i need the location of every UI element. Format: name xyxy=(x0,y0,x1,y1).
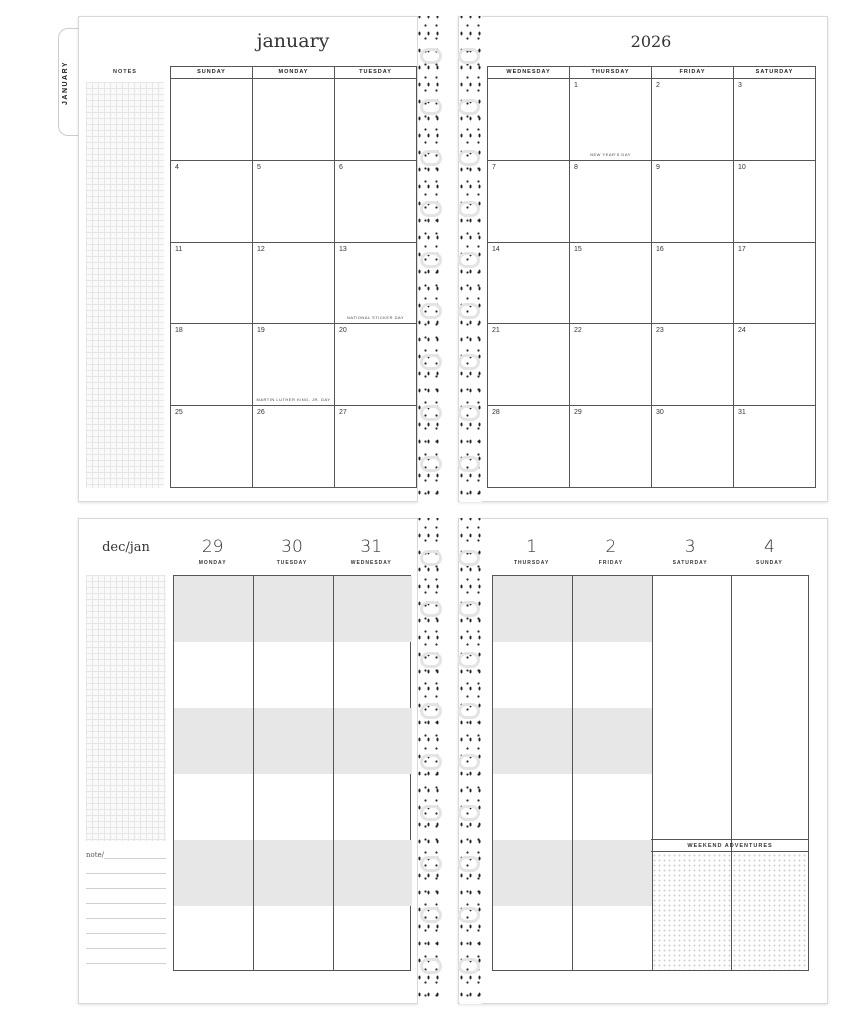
calendar-date-number: 7 xyxy=(492,163,496,171)
calendar-day-header: THURSDAY xyxy=(569,67,651,78)
calendar-day-cell[interactable] xyxy=(651,406,733,487)
disc-ring-right xyxy=(458,456,480,472)
disc-ring-right xyxy=(458,958,480,974)
calendar-day-cell[interactable] xyxy=(171,79,252,160)
calendar-day-cell[interactable] xyxy=(651,324,733,405)
disc-ring-left xyxy=(420,601,442,617)
calendar-day-cell[interactable] xyxy=(569,406,651,487)
day-column-divider xyxy=(572,576,573,970)
note-line[interactable] xyxy=(86,918,166,919)
calendar-week-row xyxy=(488,161,815,243)
calendar-day-cell[interactable] xyxy=(488,79,569,160)
calendar-day-header: SUNDAY xyxy=(197,69,226,75)
calendar-day-header: TUESDAY xyxy=(334,67,416,78)
calendar-day-cell[interactable] xyxy=(171,161,252,242)
note-label: note/ xyxy=(86,851,105,859)
calendar-day-header: MONDAY xyxy=(252,67,334,78)
calendar-date-number: 3 xyxy=(738,82,742,89)
day-number: 31 xyxy=(360,537,383,557)
calendar-week-row xyxy=(171,406,416,487)
calendar-date-number: 30 xyxy=(656,409,664,417)
day-number: 4 xyxy=(763,537,775,557)
note-line[interactable] xyxy=(86,963,166,964)
disc-ring-left xyxy=(420,405,442,421)
calendar-date-number: 11 xyxy=(175,245,183,253)
day-name: WEDNESDAY xyxy=(350,560,392,566)
calendar-date-number: 20 xyxy=(339,327,347,335)
year-title: 2026 xyxy=(630,32,672,51)
day-column-divider xyxy=(253,576,254,970)
month-calendar-right xyxy=(487,66,816,488)
calendar-day-cell[interactable] xyxy=(569,161,651,242)
calendar-date-number: 26 xyxy=(257,409,265,417)
calendar-date-number: 21 xyxy=(492,327,500,335)
shaded-band xyxy=(174,840,412,906)
disc-ring-left xyxy=(420,907,442,923)
notes-grid[interactable] xyxy=(86,82,164,488)
calendar-day-cell[interactable] xyxy=(252,324,334,405)
holiday-label: NATIONAL STICKER DAY xyxy=(346,315,405,321)
calendar-date-number: 10 xyxy=(738,163,746,171)
holiday-label: MARTIN LUTHER KING, JR. DAY xyxy=(256,397,331,403)
disc-ring-right xyxy=(458,550,480,566)
calendar-day-cell[interactable] xyxy=(569,243,651,324)
weekend-divider-bottom xyxy=(651,851,809,852)
calendar-date-number: 28 xyxy=(492,409,500,417)
calendar-day-cell[interactable] xyxy=(252,243,334,324)
calendar-day-cell[interactable] xyxy=(733,161,815,242)
calendar-date-number: 6 xyxy=(339,163,343,171)
disc-ring-left xyxy=(420,652,442,668)
disc-ring-right xyxy=(458,703,480,719)
calendar-day-cell[interactable] xyxy=(171,324,252,405)
disc-ring-right xyxy=(458,754,480,770)
disc-ring-right xyxy=(458,150,480,166)
calendar-date-number: 27 xyxy=(339,409,347,417)
calendar-week-row xyxy=(488,243,815,325)
note-line[interactable] xyxy=(86,873,166,874)
disc-ring-left xyxy=(420,150,442,166)
calendar-day-cell[interactable] xyxy=(488,406,569,487)
disc-ring-right xyxy=(458,907,480,923)
calendar-date-number: 25 xyxy=(175,409,183,417)
calendar-day-cell[interactable] xyxy=(334,406,416,487)
calendar-date-number: 15 xyxy=(574,245,582,253)
calendar-day-cell[interactable] xyxy=(334,324,416,405)
disc-ring-left xyxy=(420,99,442,115)
shaded-band xyxy=(174,708,412,774)
disc-ring-left xyxy=(420,456,442,472)
day-name: SATURDAY xyxy=(672,560,708,566)
calendar-day-cell[interactable] xyxy=(488,243,569,324)
note-line[interactable] xyxy=(86,888,166,889)
calendar-day-cell[interactable] xyxy=(651,243,733,324)
note-line[interactable] xyxy=(104,858,166,859)
week-grid-left xyxy=(173,575,411,971)
calendar-date-number: 4 xyxy=(175,163,179,171)
disc-ring-right xyxy=(458,303,480,319)
calendar-day-cell[interactable] xyxy=(171,243,252,324)
day-name: FRIDAY xyxy=(598,560,623,566)
disc-ring-right xyxy=(458,405,480,421)
disc-ring-right xyxy=(458,805,480,821)
weekend-dot-grid[interactable] xyxy=(652,853,808,970)
calendar-day-cell[interactable] xyxy=(651,79,733,160)
calendar-date-number: 8 xyxy=(574,163,578,171)
disc-ring-left xyxy=(420,252,442,268)
calendar-week-row xyxy=(488,324,815,406)
calendar-day-cell[interactable] xyxy=(569,324,651,405)
disc-ring-left xyxy=(420,703,442,719)
disc-ring-left xyxy=(420,958,442,974)
disc-ring-right xyxy=(458,48,480,64)
disc-ring-left xyxy=(420,856,442,872)
disc-ring-right xyxy=(458,252,480,268)
day-name: MONDAY xyxy=(198,560,227,566)
calendar-date-number: 5 xyxy=(257,163,261,171)
disc-ring-left xyxy=(420,550,442,566)
disc-ring-left xyxy=(420,303,442,319)
note-line[interactable] xyxy=(86,948,166,949)
calendar-header-right xyxy=(488,67,815,79)
calendar-day-cell[interactable] xyxy=(334,243,416,324)
month-title: january xyxy=(256,30,330,52)
calendar-day-header: WEDNESDAY xyxy=(506,69,551,75)
calendar-date-number: 18 xyxy=(175,327,183,335)
calendar-date-number: 19 xyxy=(257,327,265,335)
disc-ring-right xyxy=(458,601,480,617)
day-number: 2 xyxy=(605,537,617,557)
calendar-day-cell[interactable] xyxy=(733,324,815,405)
day-number: 29 xyxy=(201,537,224,557)
day-name: TUESDAY xyxy=(276,560,308,566)
day-number: 3 xyxy=(684,537,696,557)
disc-ring-left xyxy=(420,805,442,821)
weekend-divider-top xyxy=(651,839,809,840)
calendar-day-cell[interactable] xyxy=(733,243,815,324)
calendar-date-number: 29 xyxy=(574,409,582,417)
calendar-date-number: 9 xyxy=(656,163,660,171)
note-line[interactable] xyxy=(86,903,166,904)
disc-ring-right xyxy=(458,99,480,115)
holiday-label: NEW YEAR'S DAY xyxy=(590,151,631,157)
calendar-day-cell[interactable] xyxy=(488,161,569,242)
calendar-day-cell[interactable] xyxy=(171,406,252,487)
shaded-band xyxy=(174,576,412,642)
disc-ring-left xyxy=(420,48,442,64)
disc-ring-left xyxy=(420,201,442,217)
calendar-date-number: 17 xyxy=(738,245,746,253)
day-number: 1 xyxy=(526,537,538,557)
disc-ring-right xyxy=(458,652,480,668)
calendar-date-number: 2 xyxy=(656,82,660,89)
calendar-day-cell[interactable] xyxy=(252,79,334,160)
disc-ring-left xyxy=(420,754,442,770)
week-title: dec/jan xyxy=(102,540,150,555)
calendar-date-number: 12 xyxy=(257,245,265,253)
calendar-week-row xyxy=(171,243,416,325)
calendar-date-number: 22 xyxy=(574,327,582,335)
calendar-week-row xyxy=(488,406,815,487)
calendar-day-cell[interactable] xyxy=(334,161,416,242)
disc-ring-right xyxy=(458,201,480,217)
calendar-day-cell[interactable] xyxy=(733,79,815,160)
calendar-day-cell[interactable] xyxy=(733,406,815,487)
calendar-week-row xyxy=(488,79,815,161)
calendar-day-cell[interactable] xyxy=(252,161,334,242)
disc-ring-right xyxy=(458,856,480,872)
calendar-day-header: SATURDAY xyxy=(733,67,815,78)
calendar-date-number: 1 xyxy=(574,82,578,89)
notes-label: NOTES xyxy=(113,69,137,75)
day-name: SUNDAY xyxy=(756,560,783,566)
month-calendar-left xyxy=(170,66,417,488)
calendar-date-number: 23 xyxy=(656,327,664,335)
calendar-day-cell[interactable] xyxy=(334,79,416,160)
calendar-day-header: FRIDAY xyxy=(651,67,733,78)
calendar-day-cell[interactable] xyxy=(252,406,334,487)
calendar-day-cell[interactable] xyxy=(488,324,569,405)
note-line[interactable] xyxy=(86,933,166,934)
weekend-adventures-label: WEEKEND ADVENTURES xyxy=(687,843,773,849)
month-tab-label: JANUARY xyxy=(62,60,69,106)
disc-ring-left xyxy=(420,354,442,370)
calendar-date-number: 31 xyxy=(738,409,746,417)
calendar-week-row xyxy=(171,79,416,161)
disc-ring-right xyxy=(458,354,480,370)
day-name: THURSDAY xyxy=(513,560,550,566)
calendar-date-number: 16 xyxy=(656,245,664,253)
calendar-date-number: 24 xyxy=(738,327,746,335)
day-number: 30 xyxy=(281,537,303,557)
calendar-header-left xyxy=(171,67,416,79)
week-notes-grid[interactable] xyxy=(86,575,166,841)
calendar-date-number: 14 xyxy=(492,245,500,253)
calendar-week-row xyxy=(171,161,416,243)
day-column-divider xyxy=(333,576,334,970)
calendar-day-cell[interactable] xyxy=(651,161,733,242)
calendar-week-row xyxy=(171,324,416,406)
calendar-day-cell[interactable] xyxy=(569,79,651,160)
calendar-date-number: 13 xyxy=(339,245,347,253)
